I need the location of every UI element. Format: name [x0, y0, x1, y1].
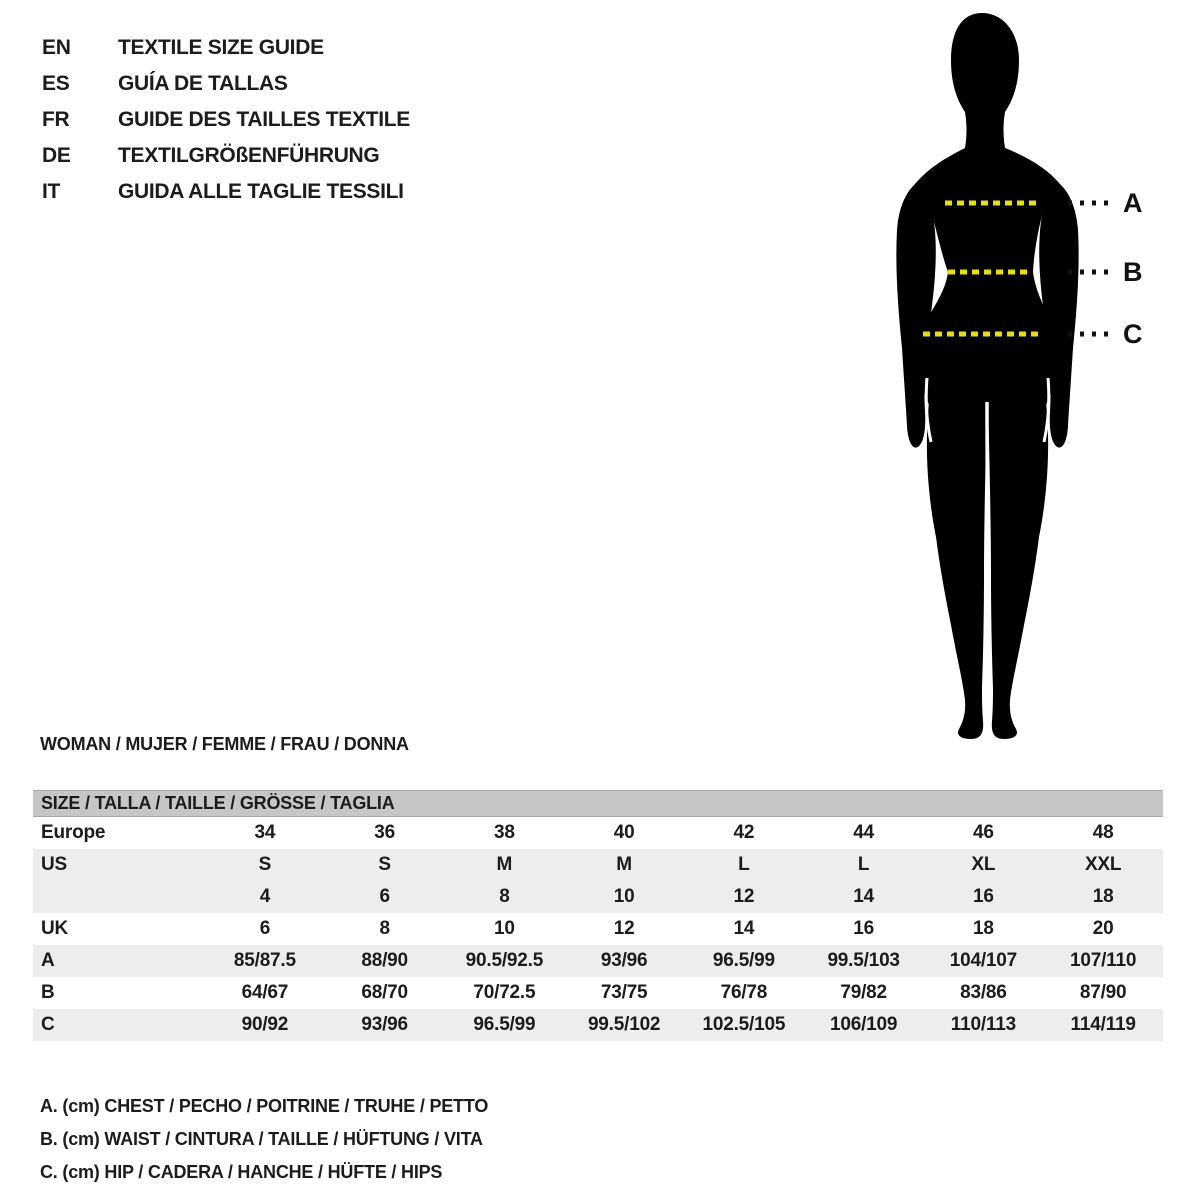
row-label: US	[41, 854, 67, 875]
size-cell: 48	[1092, 822, 1114, 843]
size-cell: S	[258, 854, 272, 875]
language-code: FR	[42, 108, 70, 131]
size-cell: 46	[973, 822, 994, 843]
language-title: TEXTILGRÖßENFÜHRUNG	[118, 144, 380, 167]
size-cell: 96.5/99	[712, 950, 775, 971]
size-cell: 12	[613, 918, 635, 939]
size-cell: 68/70	[361, 982, 408, 1003]
size-cell: 106/109	[829, 1014, 898, 1035]
size-cell: 4	[259, 886, 271, 907]
size-cell: 36	[374, 822, 395, 843]
table-row-hip-c	[33, 1009, 1163, 1041]
row-label: A	[41, 950, 55, 971]
size-cell: 40	[613, 822, 635, 843]
size-cell: 38	[494, 822, 515, 843]
size-cell: 70/72.5	[473, 982, 536, 1003]
language-title: GUÍA DE TALLAS	[118, 72, 288, 95]
size-cell: 96.5/99	[473, 1014, 536, 1035]
size-cell: 14	[853, 886, 874, 907]
table-row-us-letters	[33, 849, 1163, 881]
language-code: IT	[42, 180, 61, 203]
chest-label: A	[1123, 188, 1143, 218]
woman-section-heading: WOMAN / MUJER / FEMME / FRAU / DONNA	[40, 734, 409, 754]
size-cell: 18	[973, 918, 994, 939]
size-cell: 93/96	[361, 1014, 408, 1035]
size-cell: 90.5/92.5	[465, 950, 544, 971]
size-cell: 110/113	[950, 1014, 1016, 1035]
size-cell: 93/96	[600, 950, 648, 971]
language-row-es	[42, 66, 410, 102]
size-cell: 73/75	[600, 982, 648, 1003]
language-title: TEXTILE SIZE GUIDE	[118, 36, 324, 59]
legend-line-waist: B. (cm) WAIST / CINTURA / TAILLE / HÜFTUNG / VITA	[40, 1129, 483, 1149]
size-cell: 20	[1092, 918, 1114, 939]
table-row-waist-b	[33, 977, 1163, 1009]
table-row-chest-a	[33, 945, 1163, 977]
size-cell: 16	[853, 918, 874, 939]
size-cell: 42	[733, 822, 755, 843]
row-label: B	[41, 982, 55, 1003]
size-cell: 10	[613, 886, 635, 907]
waist-label: B	[1123, 257, 1143, 287]
size-cell: 79/82	[840, 982, 887, 1003]
language-row-it	[42, 174, 410, 210]
size-cell: 85/87.5	[233, 950, 296, 971]
legend-line-chest: A. (cm) CHEST / PECHO / POITRINE / TRUHE / PETTO	[40, 1096, 489, 1116]
language-code: EN	[42, 36, 71, 59]
size-cell: 18	[1092, 886, 1114, 907]
language-row-de	[42, 138, 410, 174]
size-cell: 102.5/105	[702, 1014, 786, 1035]
woman-silhouette-diagram	[870, 0, 1200, 760]
size-cell: L	[738, 854, 750, 875]
size-cell: 107/110	[1070, 950, 1137, 971]
size-cell: 44	[853, 822, 874, 843]
size-cell: M	[616, 854, 632, 875]
size-table	[33, 790, 1163, 1041]
language-row-en	[42, 30, 410, 66]
size-cell: 87/90	[1079, 982, 1127, 1003]
size-cell: 12	[733, 886, 755, 907]
size-cell: 90/92	[241, 1014, 289, 1035]
size-cell: 8	[379, 918, 390, 939]
size-cell: 76/78	[720, 982, 768, 1003]
size-cell: 83/86	[960, 982, 1007, 1003]
size-cell: 114/119	[1070, 1014, 1136, 1035]
size-cell: 99.5/102	[587, 1014, 661, 1035]
silhouette-left-leg	[927, 393, 986, 739]
language-code: DE	[42, 144, 71, 167]
legend-line-hip: C. (cm) HIP / CADERA / HANCHE / HÜFTE / HIPS	[40, 1162, 443, 1182]
size-cell: XXL	[1084, 854, 1122, 875]
size-cell: 10	[494, 918, 515, 939]
size-cell: L	[857, 854, 870, 875]
size-cell: 8	[499, 886, 510, 907]
row-label: Europe	[41, 822, 106, 843]
silhouette-right-leg	[989, 393, 1048, 739]
hip-label: C	[1123, 319, 1143, 349]
size-cell: 16	[973, 886, 994, 907]
row-label: UK	[41, 918, 69, 939]
size-cell: 6	[379, 886, 390, 907]
size-cell: XL	[971, 854, 996, 875]
language-code: ES	[42, 72, 70, 95]
measurement-legend	[40, 1090, 488, 1189]
size-cell: 34	[254, 822, 276, 843]
size-cell: 104/107	[949, 950, 1018, 971]
size-cell: M	[496, 854, 513, 875]
size-cell: 64/67	[241, 982, 289, 1003]
table-row-us-numbers	[33, 881, 1163, 913]
language-title-list	[42, 30, 410, 210]
table-row-europe	[33, 817, 1163, 849]
size-table-header: SIZE / TALLA / TAILLE / GRÖSSE / TAGLIA	[33, 790, 1163, 817]
size-cell: 99.5/103	[827, 950, 900, 971]
size-cell: 88/90	[361, 950, 408, 971]
language-title: GUIDA ALLE TAGLIE TESSILI	[118, 180, 404, 203]
language-row-fr	[42, 102, 410, 138]
silhouette-torso	[912, 13, 1063, 430]
size-cell: S	[378, 854, 391, 875]
size-cell: 6	[259, 918, 271, 939]
row-label: C	[41, 1014, 55, 1035]
language-title: GUIDE DES TAILLES TEXTILE	[118, 108, 410, 131]
table-row-uk	[33, 913, 1163, 945]
size-cell: 14	[733, 918, 755, 939]
